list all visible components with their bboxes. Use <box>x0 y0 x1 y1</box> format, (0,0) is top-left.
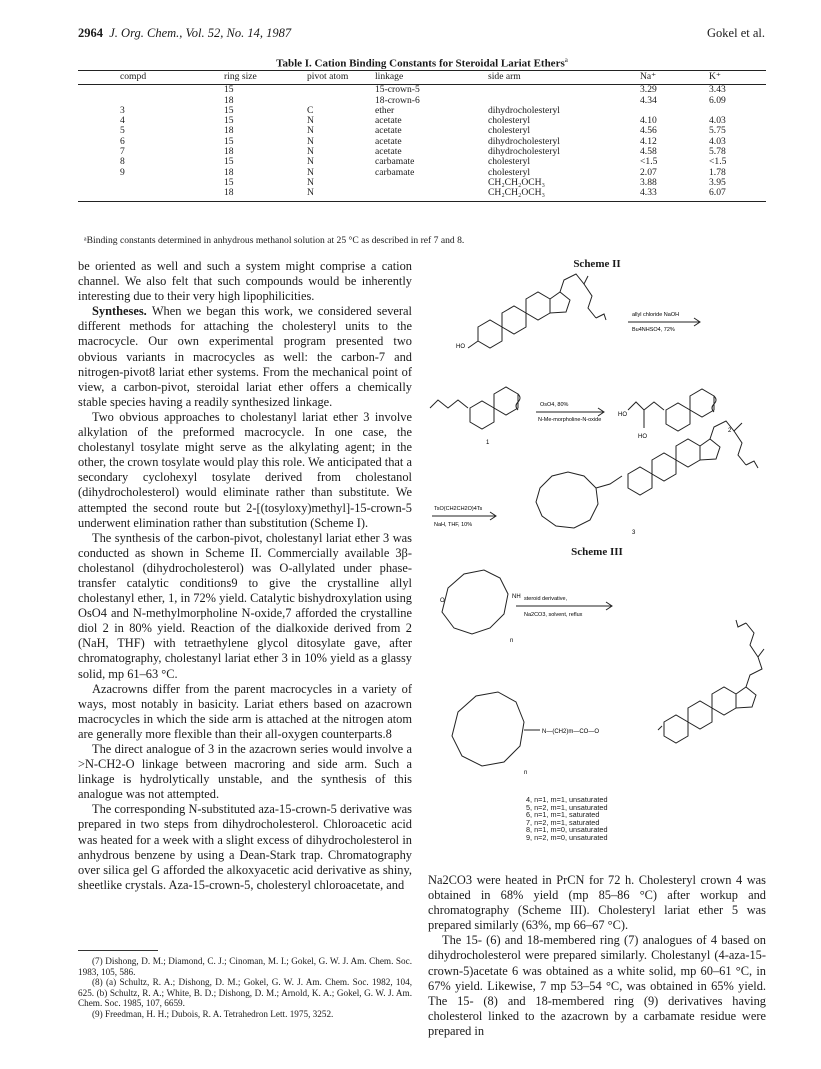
table-cell: CH₂CH₂OCH₃ <box>488 176 545 188</box>
table-cell: N <box>307 156 314 168</box>
paragraph: Azacrowns differ from the parent macrocycles in a variety of ways, most notably in basicity. Lariat ethers based on azacrown macrocycles in which the side arm is attached at the nitrogen atom are generally more flexible than their all-oxygen counterparts.8 <box>78 681 412 741</box>
reagents-2-bottom: N-Me-morpholine-N-oxide <box>538 417 602 423</box>
table-cell: 8 <box>120 156 125 168</box>
scheme-3-diagram <box>428 562 766 794</box>
label-ho-1: HO <box>456 344 465 350</box>
table-cell: 4.33 <box>640 188 709 201</box>
reagents-2-top: OsO4, 80% <box>540 402 569 408</box>
label-nh: NH <box>512 594 521 600</box>
table-cell: 4.03 <box>709 115 726 127</box>
table-cell: 3.29 <box>640 84 657 96</box>
paragraph: be oriented as well and such a system might comprise a cation channel. We also felt that such compounds would be inherently interesting due to their very high lipophilicities. <box>78 259 412 304</box>
table-cell: N <box>307 146 314 158</box>
allyl-ether-structure <box>430 387 520 429</box>
label-n-2: n <box>524 770 528 776</box>
reagents-3-bottom: NaH, THF, 10% <box>434 522 473 528</box>
footnote: (9) Freedman, H. H.; Dubois, R. A. Tetrahedron Lett. 1975, 3252. <box>92 1008 334 1019</box>
table-cell: 18-crown-6 <box>375 94 420 106</box>
table-row <box>78 157 766 167</box>
compound-label-2: 2 <box>728 428 732 434</box>
table-cell: acetate <box>375 135 402 147</box>
table-footnote: ᵃBinding constants determined in anhydrous methanol solution at 25 °C as described in ref 7 and 8. <box>84 235 465 246</box>
col-header-k: K⁺ <box>709 71 766 85</box>
table-cell: CH₂CH₂OCH₃ <box>488 188 640 201</box>
table-cell: 5.78 <box>709 146 726 158</box>
table-cell: ether <box>375 104 395 116</box>
paragraph-syntheses <box>78 304 412 410</box>
paragraph: The corresponding N-substituted aza-15-crown-5 derivative was prepared in two steps from dihydrocholesterol. Chloroacetic acid was heated for a week with a slight excess of dihydrocholesterol in anhydrous benzene by using a Dean-Stark trap. Chromatography over silica gel G afforded the alkoxyacetic acid derivative as shiny, sheetlike crystals. Aza-15-crown-5, cholesteryl chloroacetate, and <box>78 802 412 892</box>
table-caption-note: a <box>564 56 568 64</box>
reagents-1-top: allyl chloride NaOH <box>632 312 680 318</box>
table-cell: 4.12 <box>640 135 657 147</box>
table-cell: 18 <box>224 188 307 201</box>
table-row <box>78 116 766 126</box>
right-column <box>428 873 766 1039</box>
paragraph: The synthesis of the carbon-pivot, cholestanyl lariat ether 3 was conducted as shown in Scheme II. Commercially available 3β-cholestanol (dihydrocholesterol) was O-allylated under phase-transfer catalytic conditions9 to give the crystalline allyl cholestanyl ether, 1, in 72% yield. Catalytic bishydroxylation using OsO4 and N-methylmorpholine N-oxide,7 afforded the crystalline diol 2 in 80% yield. Reaction of the dialkoxide derived from 2 (NaH, THF) with tetraethylene glycol ditosylate gave, after chromatography, cholestanyl lariat ether 3 in 10% yield as a glassy solid, mp 61–63 °C. <box>78 530 412 681</box>
legend-line: 5, n=2, m=1, unsaturated <box>526 802 608 812</box>
table-cell: N <box>307 135 314 147</box>
azacrown-structure <box>442 570 508 634</box>
lariat-ether-3-structure <box>536 421 758 528</box>
table-cell: 3.95 <box>709 176 726 188</box>
table-cell <box>78 188 224 201</box>
table-cell: 15 <box>224 104 234 116</box>
table-cell: 15 <box>224 176 234 188</box>
table-cell <box>78 85 224 96</box>
table-cell: 5.75 <box>709 125 726 137</box>
table-cell: N <box>307 188 375 201</box>
table-cell: N <box>307 176 314 188</box>
table-row <box>78 85 766 96</box>
table-cell: 9 <box>120 166 125 178</box>
table-row <box>78 137 766 147</box>
footnote: (7) Dishong, D. M.; Diamond, C. J.; Cinoman, M. I.; Gokel, G. W. J. Am. Chem. Soc. 1983, 105, 586. <box>78 956 412 977</box>
reagents-4-top: steroid derivative, <box>524 596 568 602</box>
table-cell: 2.07 <box>640 166 657 178</box>
page-number: 2964 <box>78 26 103 40</box>
table-cell <box>375 188 488 201</box>
table-cell: 5 <box>120 125 125 137</box>
table-row <box>78 126 766 136</box>
legend-line: 6, n=1, m=1, saturated <box>526 810 600 819</box>
table-cell <box>78 178 224 188</box>
legend-line: 9, n=2, m=0, unsaturated <box>526 832 608 842</box>
table-cell: 6.09 <box>709 94 726 106</box>
reagents-4-bottom: Na2CO3, solvent, reflux <box>524 612 583 618</box>
label-ho-2a: HO <box>618 412 627 418</box>
table-cell: acetate <box>375 115 402 127</box>
table-cell: dihydrocholesteryl <box>488 135 560 147</box>
table-cell: 1.78 <box>709 166 726 178</box>
running-header-left <box>78 26 291 41</box>
table-cell: cholesteryl <box>488 115 531 127</box>
table-cell: 4 <box>120 115 125 127</box>
table-cell: 15 <box>224 115 234 127</box>
table-cell: 4.10 <box>640 115 657 127</box>
table-cell: 6 <box>120 135 125 147</box>
table-cell: C <box>307 104 314 116</box>
table-cell: N <box>307 125 314 137</box>
table-cell: 4.56 <box>640 125 657 137</box>
compound-label-3: 3 <box>632 530 636 536</box>
table-cell: 4.03 <box>709 135 726 147</box>
table-row <box>78 178 766 188</box>
table-cell: 18 <box>224 166 234 178</box>
table-cell: N <box>307 115 314 127</box>
label-o: O <box>440 598 445 604</box>
label-n: n <box>510 638 514 644</box>
table-cell: acetate <box>375 125 402 137</box>
table-cell: carbamate <box>375 166 415 178</box>
table-cell: 4.58 <box>640 146 657 158</box>
table-cell: N <box>307 166 314 178</box>
col-header-ring-size: ring size <box>224 71 307 85</box>
footnotes <box>78 956 412 1020</box>
steroid-lariat-structure <box>452 620 764 766</box>
paragraph: Two obvious approaches to cholestanyl lariat ether 3 involve alkylation of the preformed macrocycle. In one case, the cholestanyl tosylate might serve as the alkylating agent; in the other, the crown tosylate would play this role. We anticipated that a secondary cyclohexyl tosylate derived from cholestanol (dihydrocholesterol) would eliminate rather than substitute. We attempted the second route but 2-[(tosyloxy)methyl]-15-crown-5 underwent elimination rather than substitution (Scheme I). <box>78 409 412 530</box>
paragraph: The 15- (6) and 18-membered ring (7) analogues of 4 based on dihydrocholesterol were prepared similarly. Cholestanyl (4-aza-15-crown-5)acetate 6 was obtained as a white solid, mp 60–61 °C, in 67% yield. Likewise, 7 mp 53–54 °C, was obtained in 65% yield. The 15- (8) and 18-membered ring (9) derivatives having cholesterol linked to the azacrown by a carbamate residue were prepared in <box>428 933 766 1038</box>
table-cell: 6.07 <box>709 188 766 201</box>
paragraph: The direct analogue of 3 in the azacrown series would involve a >N-CH2-O linkage between macroring and side arm. Such a linkage is hydrolytically unstable, and the synthesis of this analogue was not attempted. <box>78 742 412 802</box>
running-header-authors: Gokel et al. <box>707 26 765 40</box>
table-cell: dihydrocholesteryl <box>488 104 560 116</box>
col-header-pivot-atom: pivot atom <box>307 71 375 85</box>
table-row <box>78 106 766 116</box>
col-header-compd: compd <box>78 71 224 85</box>
linker-label: N—(CH2)m—CO—O <box>542 729 599 735</box>
paragraph-text: When we began this work, we considered several different methods for attaching the cholesteryl units to the macrocycle. Our own experimental program presented two obvious variants in macrocycles as well: the carbon-7 and nitrogen-pivot8 lariat ether systems. From the mechanical point of view, a carbon-pivot, steroidal lariat ether offers a chemically stable species having a readily synthesized linkage. <box>78 304 412 409</box>
table-cell: dihydrocholesteryl <box>488 146 560 158</box>
table-cell: 4.34 <box>640 94 657 106</box>
table-cell: cholesteryl <box>488 125 531 137</box>
scheme-2-title: Scheme II <box>573 258 621 270</box>
table-cell: <1.5 <box>709 156 727 168</box>
legend-line: 7, n=2, m=1, saturated <box>526 817 600 827</box>
table-cell <box>488 85 640 96</box>
table-cell: 18 <box>224 146 234 158</box>
col-header-linkage: linkage <box>375 71 488 85</box>
journal-citation: J. Org. Chem., Vol. 52, No. 14, 1987 <box>109 26 292 40</box>
col-header-na: Na⁺ <box>640 71 709 85</box>
compound-label-1: 1 <box>486 440 490 446</box>
table-cell: 15 <box>224 156 234 168</box>
scheme-2-diagram <box>428 272 766 544</box>
table-cell: acetate <box>375 146 402 158</box>
table-row <box>78 188 766 201</box>
table-cell: cholesteryl <box>488 166 531 178</box>
table-cell: 15 <box>224 135 234 147</box>
reagents-1-bottom: Bu4NHSO4, 72% <box>632 327 675 333</box>
table-cell: 18 <box>224 94 234 106</box>
label-ho-2b: HO <box>638 434 647 440</box>
col-header-side-arm: side arm <box>488 71 640 85</box>
table-cell: 7 <box>120 146 125 158</box>
left-column <box>78 259 412 893</box>
table-row <box>78 96 766 106</box>
section-heading: Syntheses. <box>92 304 147 319</box>
table-caption-text: Table I. Cation Binding Constants for Steroidal Lariat Ethers <box>276 57 565 70</box>
table-cell: cholesteryl <box>488 156 531 168</box>
binding-constants-table <box>78 70 766 202</box>
table-header-row <box>78 71 766 85</box>
legend-line: 4, n=1, m=1, unsaturated <box>526 795 608 804</box>
table-cell <box>78 96 224 106</box>
table-cell: 3.43 <box>709 84 726 96</box>
table-cell: <1.5 <box>640 156 658 168</box>
legend-line: 8, n=1, m=0, unsaturated <box>526 825 608 834</box>
table-cell: 3 <box>120 104 125 116</box>
table-cell <box>307 96 375 106</box>
scheme-3-legend <box>526 796 608 841</box>
table-cell: 3.88 <box>640 176 657 188</box>
table-cell: 15-crown-5 <box>375 84 420 96</box>
table-cell: carbamate <box>375 156 415 168</box>
table-cell: 18 <box>224 125 234 137</box>
reagents-3-top: TsO(CH2CH2O)4Ts <box>434 506 483 512</box>
table-cell <box>375 178 488 188</box>
paragraph: Na2CO3 were heated in PrCN for 72 h. Cholesteryl crown 4 was obtained in 68% yield (mp 85–86 °C) after workup and chromatography (Scheme III). Cholesteryl lariat ether 5 was prepared similarly (63%, mp 66–67 °C). <box>428 873 766 933</box>
steroid-structure-1 <box>468 274 606 348</box>
diol-structure <box>628 389 716 431</box>
table-row <box>78 168 766 178</box>
table-caption <box>78 56 766 70</box>
footnote: (8) (a) Schultz, R. A.; Dishong, D. M.; Gokel, G. W. J. Am. Chem. Soc. 1982, 104, 625. (b) Schultz, R. A.; White, B. D.; Dishong, D. M.; Arnold, K. A.; Gokel, G. W. J. Am. Chem. Soc. 1985, 107, 6659. <box>78 977 412 1009</box>
scheme-3-title: Scheme III <box>571 546 623 558</box>
table-row <box>78 147 766 157</box>
table-cell <box>307 85 375 96</box>
footnote-rule <box>78 950 158 951</box>
table-cell: 15 <box>224 84 234 96</box>
